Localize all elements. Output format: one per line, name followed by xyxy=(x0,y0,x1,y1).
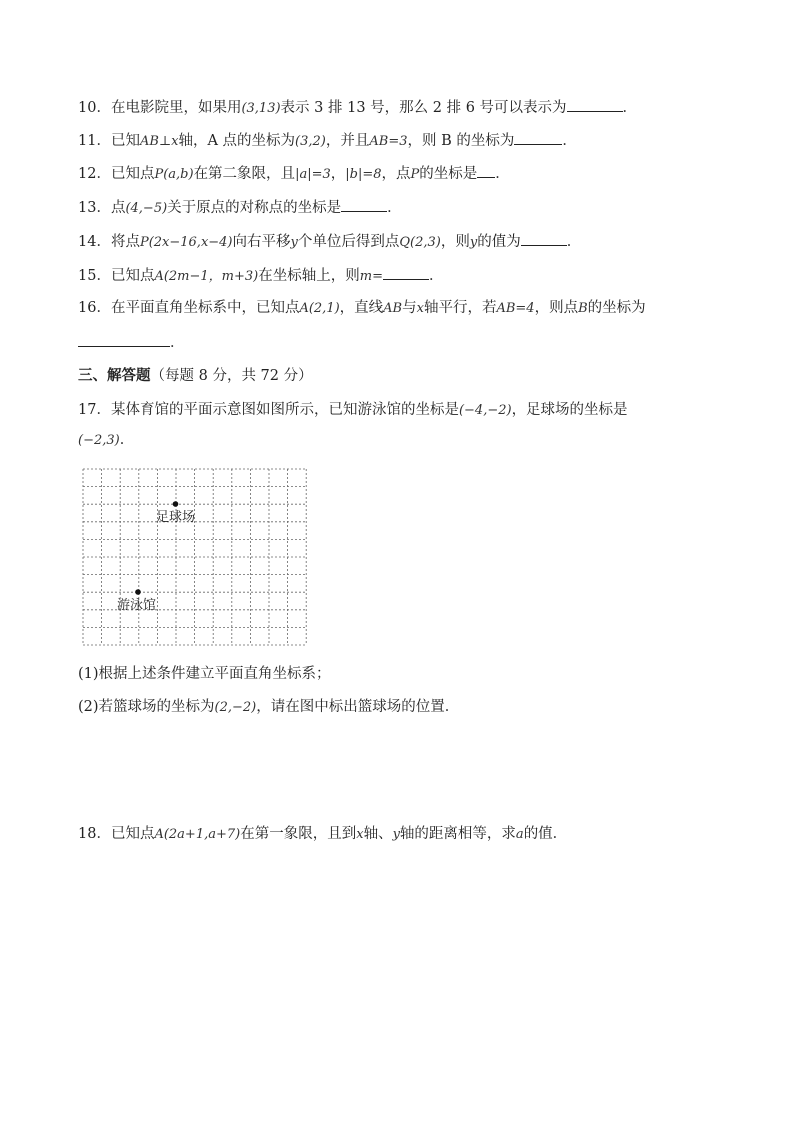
football-field-label: 足球场 xyxy=(156,510,196,525)
q12-text: ， xyxy=(330,166,346,182)
answer-blank[interactable] xyxy=(383,265,429,280)
q16-end: ． xyxy=(170,335,185,351)
answer-blank[interactable] xyxy=(78,332,170,347)
section-heading xyxy=(78,366,313,386)
q15-text: 15．已知点 xyxy=(78,268,155,284)
q17-sub1-text: (1)根据上述条件建立平面直角坐标系； xyxy=(78,666,331,682)
question-14 xyxy=(78,231,581,253)
q16-text: 与 xyxy=(402,300,417,316)
section-title: 三、解答题 xyxy=(78,367,151,384)
football-field-dot xyxy=(173,501,179,507)
q17-sub2-text: ，请在图中标出篮球场的位置． xyxy=(256,699,460,715)
grid-lines xyxy=(83,469,306,645)
q18-text: 轴、 xyxy=(363,826,393,842)
q17-text: 17．某体育馆的平面示意图如图所示，已知游泳馆的坐标是 xyxy=(78,402,459,418)
q10-end: ． xyxy=(622,100,638,116)
question-11 xyxy=(78,130,577,152)
q14-text: 的值为 xyxy=(477,234,521,250)
q18-text: 在第一象限，且到 xyxy=(240,826,357,842)
answer-blank[interactable] xyxy=(567,97,623,112)
q11-text: ，并且 xyxy=(325,133,370,149)
q12-end: ． xyxy=(495,166,510,182)
answer-blank[interactable] xyxy=(341,197,387,212)
q16-math: A(2,1) xyxy=(299,301,340,316)
q14-math: P(2x−16,x−4) xyxy=(139,235,233,250)
section-note: （每题 8 分，共 72 分） xyxy=(150,368,313,384)
answer-blank[interactable] xyxy=(514,130,562,145)
question-16-cont xyxy=(78,332,185,353)
question-17-cont xyxy=(78,430,134,451)
q16-text: 16．在平面直角坐标系中，已知点 xyxy=(78,300,300,316)
q10-text: 10．在电影院里，如果用 xyxy=(78,100,242,116)
q14-math: Q(2,3) xyxy=(399,235,441,250)
venue-grid-figure xyxy=(82,468,308,650)
question-17-part1 xyxy=(78,664,331,684)
q17-math: (2,−2) xyxy=(214,700,257,715)
q17-math: (−2,3) xyxy=(78,433,120,448)
q11-math: AB⊥x xyxy=(139,134,179,149)
q17-end: ． xyxy=(119,432,135,448)
q12-text: 12．已知点 xyxy=(78,166,155,182)
q18-math: A(2a+1,a+7) xyxy=(154,827,241,842)
swimming-pool-label: 游泳馆 xyxy=(117,598,157,613)
question-13 xyxy=(78,197,402,219)
q16-text: ，则点 xyxy=(534,300,579,316)
q16-text: 轴平行，若 xyxy=(423,300,497,316)
q16-text: ，直线 xyxy=(339,300,384,316)
question-18 xyxy=(78,824,567,845)
q12-math: |a|=3 xyxy=(295,167,331,182)
q12-text: ，点 xyxy=(381,166,411,182)
swimming-pool-dot xyxy=(135,589,141,595)
q17-sub2-text: (2)若篮球场的坐标为 xyxy=(78,699,215,715)
q16-math: x xyxy=(416,301,424,316)
question-17 xyxy=(78,400,628,421)
q14-text: 个单位后得到点 xyxy=(297,234,400,250)
q14-math: y xyxy=(469,235,478,250)
q18-end: 的值． xyxy=(523,826,568,842)
q11-text: 11．已知 xyxy=(78,133,140,149)
answer-blank[interactable] xyxy=(477,163,495,178)
q15-math: A(2m−1，m+3) xyxy=(154,269,259,284)
q12-text: 的坐标是 xyxy=(419,166,478,182)
q14-text: 14．将点 xyxy=(78,234,140,250)
q10-math: (3,13) xyxy=(241,101,281,116)
q12-text: 在第二象限，且 xyxy=(193,166,296,182)
q15-text: 在坐标轴上，则 xyxy=(258,268,360,284)
q16-math: AB xyxy=(383,301,403,316)
q14-text: ，则 xyxy=(440,234,470,250)
question-17-part2 xyxy=(78,697,459,718)
q12-math: P xyxy=(410,167,420,182)
q17-math: (−4,−2) xyxy=(458,403,512,418)
q11-text: 轴，A 点的坐标为 xyxy=(178,133,296,149)
q16-math: AB=4 xyxy=(496,301,535,316)
q14-math: y xyxy=(290,235,298,250)
question-16 xyxy=(78,298,646,319)
q13-text: 13．点 xyxy=(78,200,126,216)
q16-text: 的坐标为 xyxy=(587,300,646,316)
question-10 xyxy=(78,97,637,119)
q15-end: ． xyxy=(428,268,444,284)
q11-math: AB=3 xyxy=(369,134,408,149)
q15-math: m= xyxy=(359,269,383,284)
q13-end: ． xyxy=(387,200,402,216)
q16-math: B xyxy=(578,301,588,316)
q12-math: P(a,b) xyxy=(154,167,194,182)
q18-math: x xyxy=(356,827,364,842)
question-15 xyxy=(78,265,443,287)
answer-blank[interactable] xyxy=(521,231,567,246)
q18-text: 18．已知点 xyxy=(78,826,155,842)
q18-text: 轴的距离相等，求 xyxy=(399,826,516,842)
q13-math: (4,−5) xyxy=(125,201,168,216)
q18-math: y xyxy=(392,827,400,842)
q11-text: ，则 B 的坐标为 xyxy=(407,133,515,149)
q18-math: a xyxy=(515,827,524,842)
q13-text: 关于原点的对称点的坐标是 xyxy=(167,200,342,216)
q11-end: ． xyxy=(562,133,577,149)
question-12 xyxy=(78,163,510,185)
q14-text: 向右平移 xyxy=(232,234,291,250)
q10-text-mid: 表示 3 排 13 号，那么 2 排 6 号可以表示为 xyxy=(280,100,567,116)
q12-math: |b|=8 xyxy=(345,167,382,182)
q11-math: (3,2) xyxy=(295,134,326,149)
q14-end: ． xyxy=(566,234,582,250)
q17-text: ，足球场的坐标是 xyxy=(511,402,628,418)
